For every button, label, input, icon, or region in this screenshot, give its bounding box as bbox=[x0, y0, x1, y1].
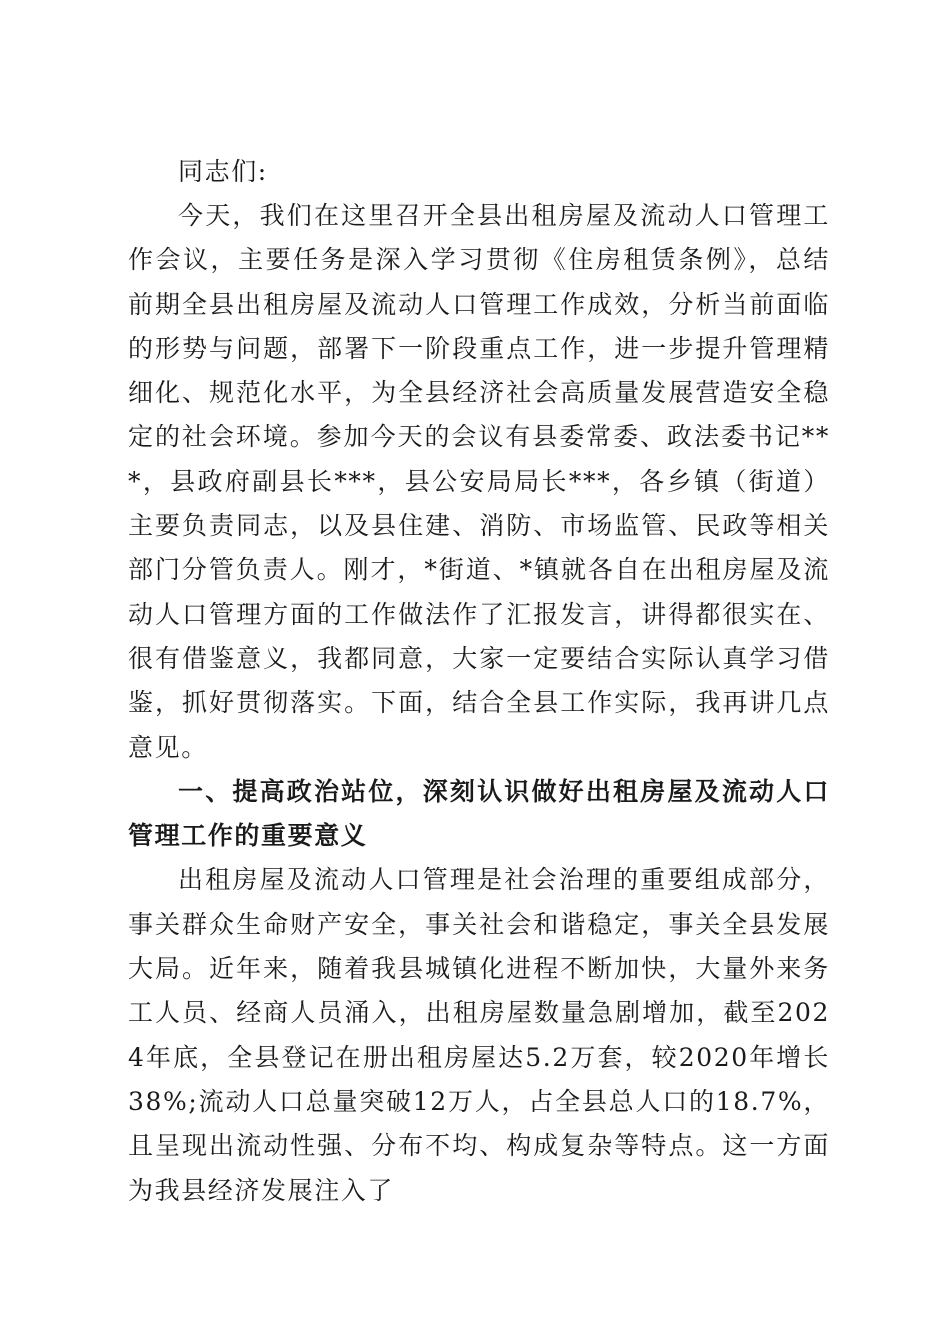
document-body bbox=[128, 150, 830, 1213]
section-paragraph: 出租房屋及流动人口管理是社会治理的重要组成部分，事关群众生命财产安全，事关社会和谐稳定，事关全县发展大局。近年来，随着我县城镇化进程不断加快，大量外来务工人员、经商人员涌入，出租房屋数量急剧增加，截至2024年底，全县登记在册出租房屋达5.2万套，较2020年增长38%;流动人口总量突破12万人，占全县总人口的18.7%，且呈现出流动性强、分布不均、构成复杂等特点。这一方面为我县经济发展注入了 bbox=[128, 865, 830, 1205]
salutation: 同志们: bbox=[178, 157, 268, 186]
opening-paragraph: 今天，我们在这里召开全县出租房屋及流动人口管理工作会议，主要任务是深入学习贯彻《住房租赁条例》，总结前期全县出租房屋及流动人口管理工作成效，分析当前面临的形势与问题，部署下一阶段重点工作，进一步提升管理精细化、规范化水平，为全县经济社会高质量发展营造安全稳定的社会环境。参加今天的会议有县委常委、政法委书记***，县政府副县长***，县公安局局长***，各乡镇（街道）主要负责同志，以及县住建、消防、市场监管、民政等相关部门分管负责人。刚才，*街道、*镇就各自在出租房屋及流动人口管理方面的工作做法作了汇报发言，讲得都很实在、很有借鉴意义，我都同意，大家一定要结合实际认真学习借鉴，抓好贯彻落实。下面，结合全县工作实际，我再讲几点意见。 bbox=[128, 201, 830, 762]
section-heading: 一、提高政治站位，深刻认识做好出租房屋及流动人口管理工作的重要意义 bbox=[128, 776, 830, 851]
